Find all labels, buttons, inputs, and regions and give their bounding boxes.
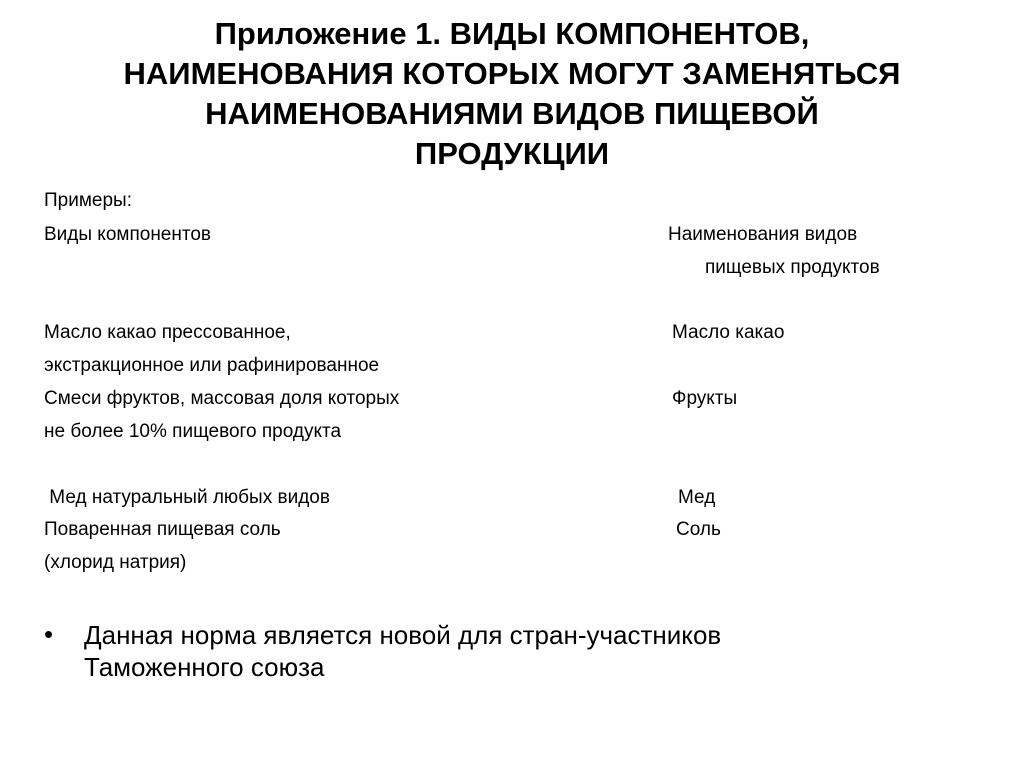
header-products-line-1: Наименования видов xyxy=(668,224,858,245)
note-line-1: Данная норма является новой для стран-участников xyxy=(84,620,722,650)
row-cocoa-product: Масло какао xyxy=(672,322,785,343)
title-line-1: Приложение 1. ВИДЫ КОМПОНЕНТОВ, xyxy=(214,16,810,51)
note-text xyxy=(84,619,721,683)
row-fruit-component-line-2: не более 10% пищевого продукта xyxy=(44,421,342,442)
title-line-4: ПРОДУКЦИИ xyxy=(414,136,610,171)
row-fruit-product: Фрукты xyxy=(672,388,738,409)
title-line-2: НАИМЕНОВАНИЯ КОТОРЫХ МОГУТ ЗАМЕНЯТЬСЯ xyxy=(123,56,901,91)
row-salt-component-line-1: Поваренная пищевая соль xyxy=(44,519,281,540)
row-salt-component-line-2: (хлорид натрия) xyxy=(44,552,187,573)
slide-title xyxy=(30,14,994,174)
row-cocoa-component-line-2: экстракционное или рафинированное xyxy=(44,355,380,376)
note-line-2: Таможенного союза xyxy=(84,652,325,682)
bullet-marker: • xyxy=(44,619,54,649)
row-salt-product: Соль xyxy=(676,519,721,540)
row-cocoa-component-line-1: Масло какао прессованное, xyxy=(44,322,291,343)
header-components: Виды компонентов xyxy=(44,224,212,245)
row-honey-component: Мед натуральный любых видов xyxy=(44,487,330,508)
title-line-3: НАИМЕНОВАНИЯМИ ВИДОВ ПИЩЕВОЙ xyxy=(205,96,819,131)
row-fruit-component-line-1: Смеси фруктов, массовая доля которых xyxy=(44,388,400,409)
examples-label: Примеры: xyxy=(44,190,132,211)
row-honey-product: Мед xyxy=(678,487,716,508)
header-products-line-2: пищевых продуктов xyxy=(705,257,880,278)
